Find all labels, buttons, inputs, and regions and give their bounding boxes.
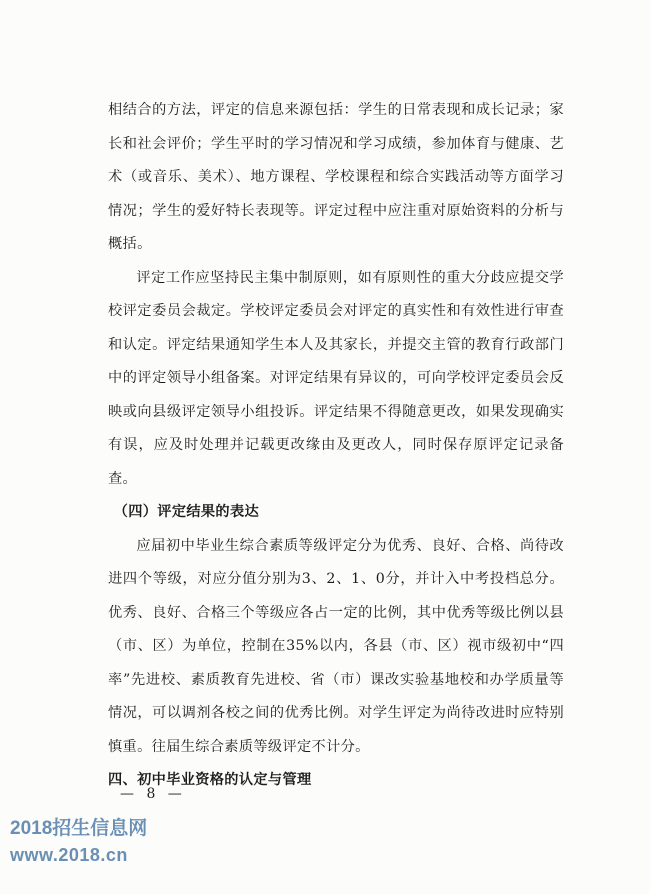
paragraph-evaluation-principles: 评定工作应坚持民主集中制原则，如有原则性的重大分歧应提交学校评定委员会裁定。学校评定委员会对评定的真实性和有效性进行审查和认定。评定结果通知学生本人及其家长，并提交主管的教育行政部门中的评定领导小组备案。对评定结果有异议的，可向学校评定委员会反映或向县级评定领导小组投诉。评定结果不得随意更改，如果发现确实有误，应及时处理并记载更改缘由及更改人，同时保存原评定记录备查。 bbox=[108, 269, 564, 487]
paragraph-grade-levels: 应届初中毕业生综合素质等级评定分为优秀、良好、合格、尚待改进四个等级，对应分值分别为3、2、1、0分，并计入中考投档总分。优秀、良好、合格三个等级应各占一定的比例，其中优秀等级比例以县（市、区）为单位，控制在35%以内，各县（市、区）视市级初中“四率”先进校、素质教育先进校、省（市）课改实验基地校和办学质量等情况，可以调剂各校之间的优秀比例。对学生评定为尚待改进时应特别慎重。往届生综合素质等级评定不计分。 bbox=[108, 537, 564, 755]
watermark-url: www.2018.cn bbox=[10, 845, 128, 865]
section-heading-graduation-qualification: 四、初中毕业资格的认定与管理 bbox=[108, 772, 312, 788]
watermark-site-name: 2018招生信息网 bbox=[10, 818, 148, 839]
paragraph-evaluation-sources: 相结合的方法，评定的信息来源包括：学生的日常表现和成长记录；家长和社会评价；学生平时的学习情况和学习成绩，参加体育与健康、艺术（或音乐、美术）、地方课程、学校课程和综合实践活动等方面学习情况；学生的爱好特长表现等。评定过程中应注重对原始资料的分析与概括。 bbox=[108, 102, 564, 252]
site-watermark bbox=[10, 816, 147, 868]
document-body bbox=[108, 94, 564, 798]
section-heading-result-expression: （四）评定结果的表达 bbox=[113, 504, 260, 520]
page-number: — 8 — bbox=[120, 786, 186, 802]
